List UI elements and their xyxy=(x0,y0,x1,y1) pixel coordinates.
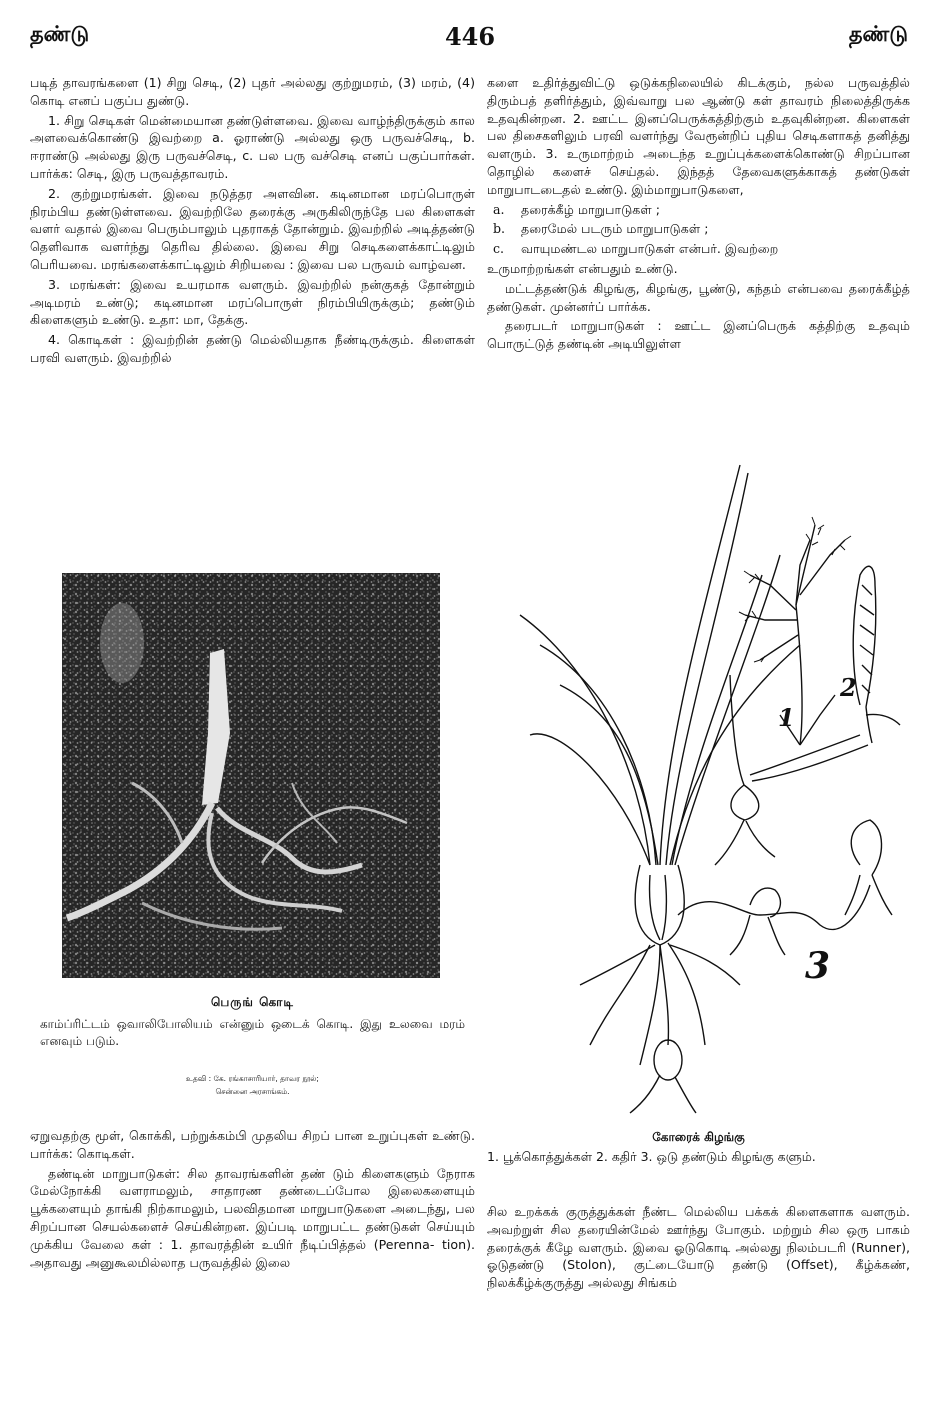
paragraph: தண்டின் மாறுபாடுகள்: சில தாவரங்களின் தண் டும் கிளைகளும் நேராக மேல்நோக்கி வளராமலும், சாதாரண தண்டைப்போல இலைகளையும் பூக்களையும் தாங்கி நிற்காமலும், பலவிதமான மாறுபாடுகளை அடைந்து, பல சிறப்பான செயல்களைச் செய்கின்றன. இப்படி மாறுபட்ட தண்டுகள் செய்யும் முக்கிய வேலை கள் : 1. தாவரத்தின் உயிர் நீடிப்பித்தல் (Perenna- tion). அதாவது அனுகூலமில்லாத பருவத்தில் இலை xyxy=(30,1165,475,1270)
figure-caption: 1. பூக்கொத்துக்கள் 2. கதிர் 3. ஒடு தண்டும் கிழங்கு களும். xyxy=(487,1149,816,1164)
paragraph: தரைபடர் மாறுபாடுகள் : ஊட்ட இனப்பெருக் கத்திற்கு உதவும் பொருட்டுத் தண்டின் அடியிலுள்ள xyxy=(487,318,910,352)
credit-line: சென்னை அரசாங்கம். xyxy=(215,1087,290,1096)
list-item xyxy=(487,201,910,219)
credit-line: உதவி : கே. ரங்காசாரியார், தாவர நூல்; xyxy=(186,1074,319,1083)
list-item-label: a. xyxy=(493,201,505,217)
page-number: 446 xyxy=(444,22,496,51)
left-column-bottom xyxy=(30,1127,475,1273)
photo-title: பெருங் கொடி xyxy=(211,995,294,1009)
running-head-left: தண்டு xyxy=(30,22,90,46)
list-item xyxy=(487,220,910,238)
list-item-text: தரைக்கீழ் மாறுபாடுகள் ; xyxy=(521,201,660,217)
figure-title: கோரைக் கிழங்கு xyxy=(652,1130,745,1144)
list-item-text: தரைமேல் படரும் மாறுபாடுகள் ; xyxy=(521,221,709,237)
paragraph: 3. மரங்கள்: இவை உயரமாக வளரும். இவற்றில் நன்குகத் தோன்றும் அடிமரம் உண்டு; கடினமான மரப்பொருள் நிரம்பியிருக்கும்; தண்டும் கிளைகளும் உண்டு. உதா: மா, தேக்கு. xyxy=(30,276,475,328)
photo-credit xyxy=(30,1072,475,1098)
photo-caption: காம்ப்ரிட்டம் ஒவாலிபோலியம் என்னும் ஒடைக் கொடி. இது உலவை மரம் எனவும் படும். xyxy=(40,1017,465,1048)
running-head-right: தண்டு xyxy=(848,22,908,46)
climber-photo xyxy=(62,573,440,978)
paragraph: ஏறுவதற்கு மூள், கொக்கி, பற்றுக்கம்பி முதலிய சிறப் பான உறுப்புகள் உண்டு. பார்க்க: கொடிகள். xyxy=(30,1128,475,1161)
figure-label: 2 xyxy=(840,673,857,702)
paragraph: மட்டத்தண்டுக் கிழங்கு, கிழங்கு, பூண்டு, கந்தம் என்பவை தரைக்கீழ்த் தண்டுகள். முன்னர்ப் பார்க்க. xyxy=(487,280,910,314)
paragraph: களை உதிர்த்துவிட்டு ஒடுக்கநிலையில் கிடக்கும், நல்ல பருவத்தில் திரும்பத் தளிர்த்தும், இவ்வாறு பல ஆண்டு கள் தாவரம் நிலைத்திருக்க உதவுகின்றன. 2. ஊட்ட இனப்பெருக்கத்திற்கும் உதவுகின்றன. கிளைகள் பல திசைகளிலும் பரவி வளர்ந்து வேரூன்றிப் புதிய செடிகளாகத் தனித்து வளரும். 3. உருமாற்றம் அடைந்த உறுப்புக்களைக்கொண்டு சிறப்பான தொழில் களைச் செய்தல். இந்தத் தேவைகளுக்காகத் தண்டுகள் மாறுபாடடைதல் உண்டு. இம்மாறுபாடுகளை, xyxy=(487,75,910,197)
left-column-top xyxy=(30,74,475,369)
figure-label: 1 xyxy=(778,703,795,732)
paragraph: படித் தாவரங்களை (1) சிறு செடி, (2) புதர் அல்லது குற்றுமரம், (3) மரம், (4) கொடி எனப் பகுப்ப துண்டு. xyxy=(30,75,475,108)
right-column-bottom xyxy=(487,1203,910,1294)
figure-label: 3 xyxy=(805,945,831,987)
paragraph: 4. கொடிகள் : இவற்றின் தண்டு மெல்லியதாக நீண்டிருக்கும். கிளைகள் பரவி வளரும். இவற்றில் xyxy=(30,332,475,365)
paragraph: 1. சிறு செடிகள் மென்மையான தண்டுள்ளவை. இவை வாழ்ந்திருக்கும் கால அளவைக்கொண்டு இவற்றை a. ஓராண்டு அல்லது ஒரு பருவச்செடி, b. ஈராண்டு அல்லது இரு பருவச்செடி, c. பல பரு வச்செடி எனப் பகுப்பார்கள். பார்க்க: செடி, இரு பருவத்தாவரம். xyxy=(30,112,475,181)
sedge-illustration xyxy=(500,445,910,1115)
paragraph: 2. குற்றுமரங்கள். இவை நடுத்தர அளவின. கடினமான மரப்பொருள் நிரம்பிய தண்டுள்ளவை. இவற்றிலே தரைக்கு அருகிலிருந்தே பல கிளைகள் வளர் வதால் இவை பெரும்பாலும் புதராகத் தோன்றும். இவற்றில் அடித்தண்டு தெளிவாக வளர்ந்து தெரிவ தில்லை. இவை சிறு செடிகளைக்காட்டிலும் பெரியவை. மரங்களைக்காட்டிலும் சிறியவை : இவை பல பருவம் வாழ்வன. xyxy=(30,185,475,272)
paragraph: உருமாற்றங்கள் என்பதும் உண்டு. xyxy=(487,260,678,276)
paragraph: சில உறக்கக் குருத்துக்கள் நீண்ட மெல்லிய பக்கக் கிளைகளாக வளரும். அவற்றுள் சில தரையின்மேல் ஊர்ந்து போகும். மற்றும் சில ஒரு பாகம் தரைக்குக் கீழே வளரும். இவை ஓடுகொடி அல்லது நிலம்படரி (Runner), ஓடுதண்டு (Stolon), குட்டையோடு தண்டு (Offset), கீழ்க்கண், நிலக்கீழ்க்குருத்து அல்லது சிங்கம் xyxy=(487,1204,910,1291)
list-item-text: வாயுமண்டல மாறுபாடுகள் என்பர். இவற்றை xyxy=(521,241,779,257)
list-item-label: b. xyxy=(493,221,506,237)
list-item-label: c. xyxy=(493,241,505,257)
list-item xyxy=(487,240,910,258)
right-column-top xyxy=(487,74,910,355)
